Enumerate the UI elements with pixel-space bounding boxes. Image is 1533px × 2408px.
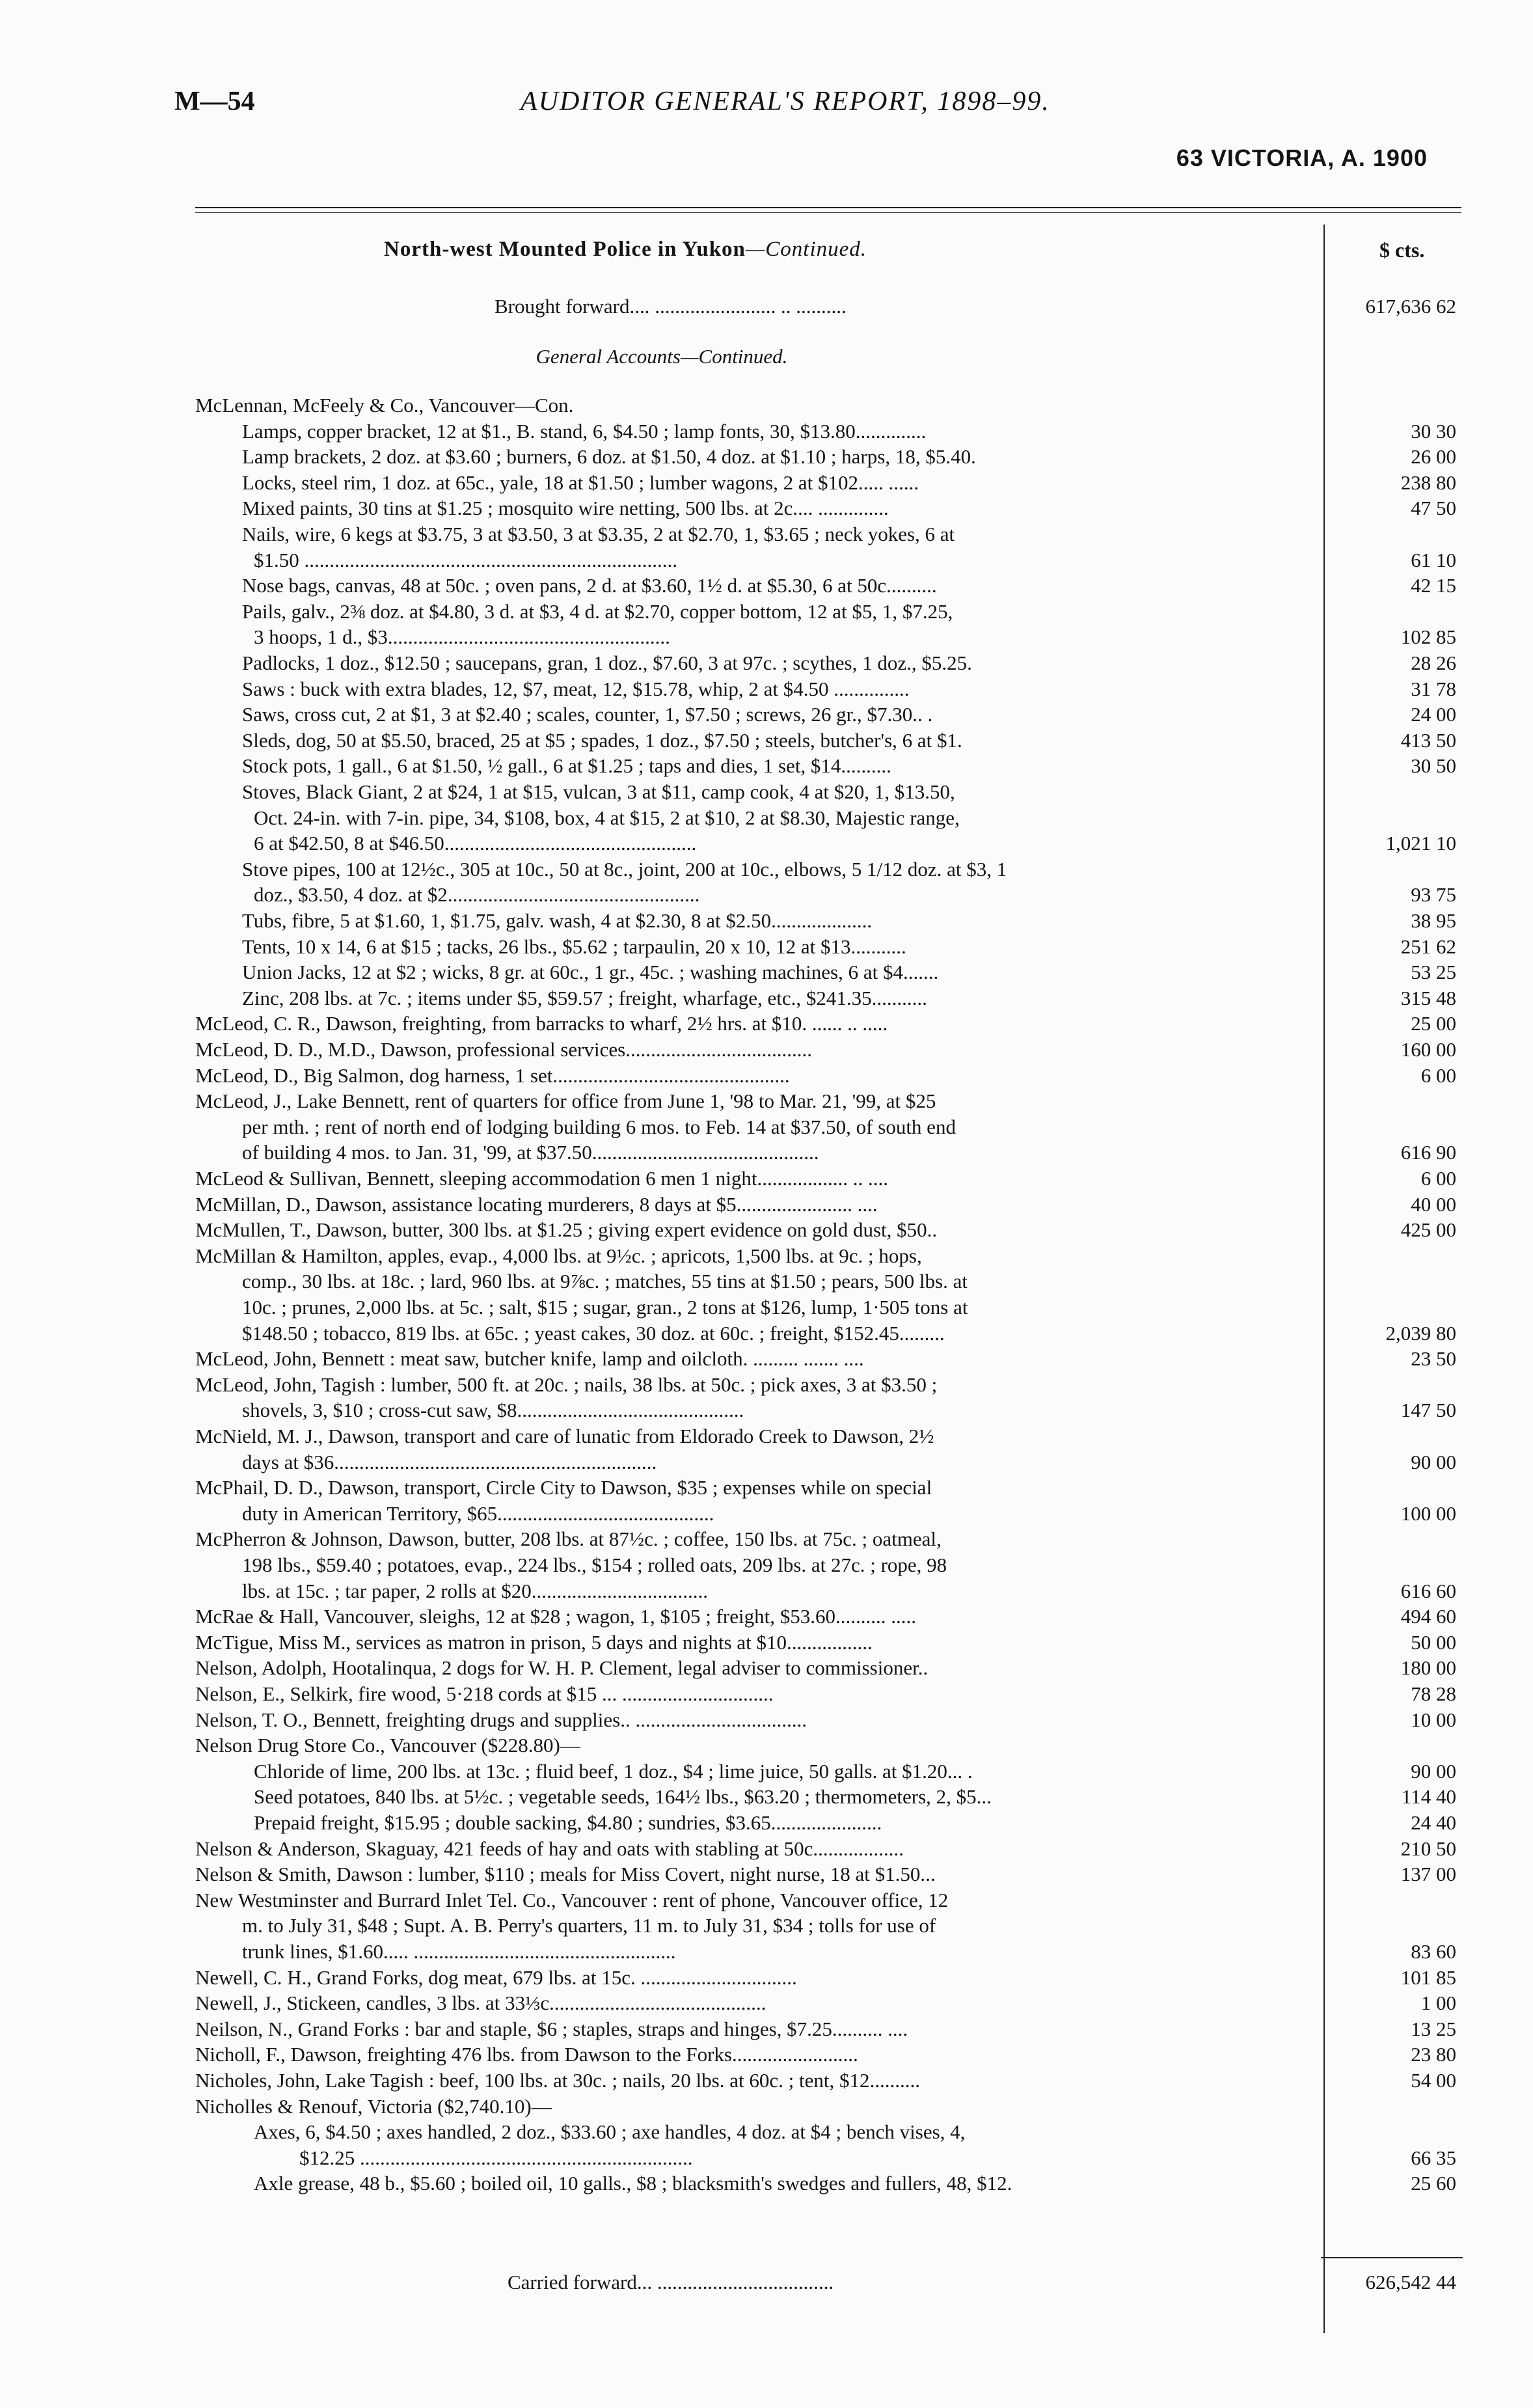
entry-amount: 24 00 [1411,703,1456,726]
entry-line [0,1630,1533,1655]
entry-line [0,1579,1533,1604]
currency-header: $ cts. [1379,238,1425,262]
entry-line [0,882,1533,907]
entry-amount: 180 00 [1400,1656,1456,1679]
entry-amount: 24 40 [1411,1811,1456,1834]
entry-text: McLeod, D. D., M.D., Dawson, professional services..................................... [195,1038,812,1061]
entry-line [0,651,1533,676]
entry-line [0,857,1533,882]
entry-line [0,2120,1533,2144]
entry-text: Lamps, copper bracket, 12 at $1., B. stand, 6, $4.50 ; lamp fonts, 30, $13.80.............. [242,420,927,443]
entry-line [0,1965,1533,1990]
entry-text: 198 lbs., $59.40 ; potatoes, evap., 224 lbs., $154 ; rolled oats, 209 lbs. at 27c. ; rope, 98 [242,1553,947,1576]
entry-line [0,1708,1533,1732]
entry-line [0,1913,1533,1938]
entry-text: $12.25 .................................................................. [299,2146,693,2169]
entry-line [0,573,1533,598]
entry-line [0,1862,1533,1887]
entry-line [0,1450,1533,1475]
entry-text: Axle grease, 48 b., $5.60 ; boiled oil, 10 galls., $8 ; blacksmith's swedges and fullers, 48, $12. [254,2172,1012,2195]
entry-line [0,1682,1533,1706]
entry-line [0,986,1533,1011]
session-label: 63 VICTORIA, A. 1900 [1176,144,1428,171]
entry-text: Nelson, T. O., Bennett, freighting drugs and supplies.. .................................. [195,1708,807,1731]
entry-text: McLeod, J., Lake Bennett, rent of quarters for office from June 1, '98 to Mar. 21, '99, at $25 [195,1089,936,1112]
entry-text: McLeod, John, Tagish : lumber, 500 ft. at 20c. ; nails, 38 lbs. at 50c. ; pick axes, 3 at $3.50 ; [195,1373,938,1396]
entry-line [0,1011,1533,1036]
entry-amount: 238 80 [1400,471,1456,494]
entry-line [0,1991,1533,2016]
entry-amount: 137 00 [1400,1863,1456,1885]
entry-amount: 251 62 [1400,935,1456,958]
brought-forward-row [0,294,1533,319]
entry-text: Tubs, fibre, 5 at $1.60, 1, $1.75, galv. wash, 4 at $2.30, 8 at $2.50.................... [242,909,873,932]
entry-amount: 25 60 [1411,2172,1456,2195]
entry-text: comp., 30 lbs. at 18c. ; lard, 960 lbs. at 9⅞c. ; matches, 55 tins at $1.50 ; pears, 500 lbs. at [242,1270,968,1293]
entry-line [0,1733,1533,1758]
entry-text: Newell, C. H., Grand Forks, dog meat, 679 lbs. at 15c. ............................... [195,1966,797,1989]
entry-text: Nelson, Adolph, Hootalinqua, 2 dogs for W. H. P. Clement, legal adviser to commissioner.. [195,1656,929,1679]
entry-text: of building 4 mos. to Jan. 31, '99, at $37.50............................................. [242,1141,819,1164]
entry-amount: 100 00 [1400,1502,1456,1525]
entry-line [0,1166,1533,1191]
entry-text: McNield, M. J., Dawson, transport and care of lunatic from Eldorado Creek to Dawson, 2½ [195,1425,934,1447]
entry-text: m. to July 31, $48 ; Supt. A. B. Perry's quarters, 11 m. to July 31, $34 ; tolls for use of [242,1914,936,1937]
brought-forward-label: Brought forward.... ........................ .. .......... [495,295,847,318]
carried-forward-row [0,2270,1533,2295]
entry-text: duty in American Territory, $65........................................... [242,1502,714,1525]
entry-amount: 66 35 [1411,2146,1456,2169]
entry-line [0,393,1533,418]
report-title: AUDITOR GENERAL'S REPORT, 1898–99. [521,87,1050,116]
entry-amount: 10 00 [1411,1708,1456,1731]
entry-line [0,1424,1533,1449]
entry-text: Chloride of lime, 200 lbs. at 13c. ; fluid beef, 1 doz., $4 ; lime juice, 50 galls. at $1.20... . [254,1760,973,1783]
entry-line [0,548,1533,573]
entry-line [0,1347,1533,1371]
entry-amount: 23 50 [1411,1347,1456,1370]
entry-text: Seed potatoes, 840 lbs. at 5½c. ; vegetable seeds, 164½ lbs., $63.20 ; thermometers, 2, $5... [254,1785,992,1808]
entry-text: Tents, 10 x 14, 6 at $15 ; tacks, 26 lbs., $5.62 ; tarpaulin, 20 x 10, 12 at $13........... [242,935,906,958]
entry-amount: 83 60 [1411,1940,1456,1963]
entry-line [0,625,1533,650]
general-accounts-subheading: General Accounts—Continued. [536,345,788,368]
entry-amount: 2,039 80 [1385,1322,1456,1345]
entry-text: Sleds, dog, 50 at $5.50, braced, 25 at $5 ; spades, 1 doz., $7.50 ; steels, butcher's, 6 at $1. [242,729,962,752]
entry-line [0,702,1533,727]
entry-line [0,2171,1533,2196]
entry-line [0,2017,1533,2042]
entry-text: Prepaid freight, $15.95 ; double sacking, $4.80 ; sundries, $3.65...................... [254,1811,882,1834]
entry-amount: 1 00 [1420,1991,1456,2014]
entry-line [0,677,1533,702]
entry-amount: 23 80 [1411,2043,1456,2066]
header-rule-thin [195,212,1461,213]
entry-text: Saws : buck with extra blades, 12, $7, meat, 12, $15.78, whip, 2 at $4.50 ............... [242,677,910,700]
entry-text: Saws, cross cut, 2 at $1, 3 at $2.40 ; scales, counter, 1, $7.50 ; screws, 26 gr., $7.30.. . [242,703,933,726]
entry-line [0,1218,1533,1242]
entry-text: McMillan & Hamilton, apples, evap., 4,000 lbs. at 9½c. ; apricots, 1,500 lbs. at 9c. ; hops, [195,1244,922,1267]
entry-line [0,1837,1533,1861]
entry-amount: 101 85 [1400,1966,1456,1989]
entry-line [0,2146,1533,2170]
entry-text: McPhail, D. D., Dawson, transport, Circle City to Dawson, $35 ; expenses while on special [195,1476,932,1499]
entry-text: McLeod, C. R., Dawson, freighting, from barracks to wharf, 2½ hrs. at $10. ...... .. ..... [195,1012,888,1035]
entry-line [0,1604,1533,1629]
entry-line [0,1063,1533,1088]
entry-text: Stoves, Black Giant, 2 at $24, 1 at $15, vulcan, 3 at $11, camp cook, 4 at $20, 1, $13.50, [242,780,955,803]
entry-amount: 90 00 [1411,1451,1456,1473]
entry-text: McRae & Hall, Vancouver, sleighs, 12 at $28 ; wagon, 1, $105 ; freight, $53.60.......... ..... [195,1605,916,1628]
entry-line [0,1269,1533,1294]
entry-line [0,1939,1533,1964]
entry-line [0,2094,1533,2119]
entry-line [0,599,1533,624]
entry-line [0,1811,1533,1835]
entry-text: McLeod & Sullivan, Bennett, sleeping accommodation 6 men 1 night.................. .. .... [195,1167,889,1190]
entry-amount: 494 60 [1400,1605,1456,1628]
entry-text: Neilson, N., Grand Forks : bar and staple, $6 ; staples, straps and hinges, $7.25.......... .... [195,2018,908,2040]
entry-line [0,1140,1533,1165]
entry-amount: 413 50 [1400,729,1456,752]
entry-amount: 78 28 [1411,1682,1456,1705]
entry-line [0,1527,1533,1552]
entry-line [0,1037,1533,1062]
entry-line [0,1475,1533,1500]
entry-line [0,522,1533,547]
entry-line [0,445,1533,469]
entry-text: $148.50 ; tobacco, 819 lbs. at 65c. ; yeast cakes, 30 doz. at 60c. ; freight, $152.45......... [242,1322,945,1345]
entry-text: McLeod, D., Big Salmon, dog harness, 1 set............................................... [195,1064,790,1087]
entry-text: lbs. at 15c. ; tar paper, 2 rolls at $20................................... [242,1580,708,1602]
entry-line [0,960,1533,985]
entry-text: Locks, steel rim, 1 doz. at 65c., yale, 18 at $1.50 ; lumber wagons, 2 at $102..... ...... [242,471,919,494]
entry-text: shovels, 3, $10 ; cross-cut saw, $8............................................. [242,1399,744,1421]
entry-text: Newell, J., Stickeen, candles, 3 lbs. at 33⅓c........................................... [195,1991,766,2014]
entry-line [0,806,1533,830]
total-rule [1321,2257,1463,2258]
entry-text: Nails, wire, 6 kegs at $3.75, 3 at $3.50, 3 at $3.35, 2 at $2.70, 1, $3.65 ; neck yokes, 6 at [242,523,955,545]
entry-line [0,935,1533,959]
entry-amount: 616 60 [1400,1580,1456,1602]
entry-text: Nelson Drug Store Co., Vancouver ($228.80)— [195,1734,580,1757]
entry-amount: 30 30 [1411,420,1456,443]
entry-text: McMullen, T., Dawson, butter, 300 lbs. at $1.25 ; giving expert evidence on gold dust, $50.. [195,1218,938,1241]
entry-text: Stove pipes, 100 at 12½c., 305 at 10c., 50 at 8c., joint, 200 at 10c., elbows, 5 1/12 doz. at $3, 1 [242,858,1007,881]
entry-line [0,471,1533,495]
carried-forward-amount: 626,542 44 [1365,2271,1456,2293]
entry-text: McLeod, John, Bennett : meat saw, butcher knife, lamp and oilcloth. ......... ....... .... [195,1347,864,1370]
entry-text: Stock pots, 1 gall., 6 at $1.50, ½ gall., 6 at $1.25 ; taps and dies, 1 set, $14.......... [242,754,891,777]
section-title [384,238,867,262]
entry-text: McPherron & Johnson, Dawson, butter, 208 lbs. at 87½c. ; coffee, 150 lbs. at 75c. ; oatmeal, [195,1527,942,1550]
entry-amount: 6 00 [1420,1167,1456,1190]
entry-text: Nicholles & Renouf, Victoria ($2,740.10)— [195,2095,552,2118]
entry-line [0,1501,1533,1526]
entry-text: doz., $3.50, 4 doz. at $2.................................................. [254,883,700,906]
page-number: M—54 [174,87,255,116]
entry-amount: 210 50 [1400,1837,1456,1860]
entry-text: Lamp brackets, 2 doz. at $3.60 ; burners, 6 doz. at $1.50, 4 doz. at $1.10 ; harps, 18, $5.40. [242,445,976,468]
entry-text: Padlocks, 1 doz., $12.50 ; saucepans, gran, 1 doz., $7.60, 3 at 97c. ; scythes, 1 doz., $5.25. [242,651,972,674]
entry-amount: 13 25 [1411,2018,1456,2040]
entry-line [0,780,1533,804]
entry-line [0,1888,1533,1913]
entry-amount: 47 50 [1411,497,1456,519]
entry-line [0,2042,1533,2067]
entry-amount: 160 00 [1400,1038,1456,1061]
entry-text: Pails, galv., 2⅜ doz. at $4.80, 3 d. at $3, 4 d. at $2.70, copper bottom, 12 at $5, 1, $7.25, [242,600,953,623]
entry-text: Zinc, 208 lbs. at 7c. ; items under $5, $59.57 ; freight, wharfage, etc., $241.35........... [242,987,927,1009]
brought-forward-amount: 617,636 62 [1365,295,1456,318]
entry-amount: 147 50 [1400,1399,1456,1421]
entry-text: McMillan, D., Dawson, assistance locating murderers, 8 days at $5....................... .... [195,1193,878,1216]
entry-text: days at $36................................................................ [242,1451,657,1473]
entry-text: Nicholl, F., Dawson, freighting 476 lbs. from Dawson to the Forks......................... [195,2043,858,2066]
entry-text: 3 hoops, 1 d., $3........................................................ [254,625,670,648]
entry-amount: 54 00 [1411,2069,1456,2092]
entry-text: Nelson, E., Selkirk, fire wood, 5·218 cords at $15 ... .............................. [195,1682,774,1705]
entry-text: Mixed paints, 30 tins at $1.25 ; mosquito wire netting, 500 lbs. at 2c.... .............. [242,497,889,519]
entry-amount: 50 00 [1411,1631,1456,1654]
entry-amount: 28 26 [1411,651,1456,674]
entry-line [0,909,1533,933]
entry-line [0,1373,1533,1397]
entry-line [0,2068,1533,2093]
entry-amount: 616 90 [1400,1141,1456,1164]
entry-amount: 38 95 [1411,909,1456,932]
entry-line [0,754,1533,778]
entry-text: Oct. 24-in. with 7-in. pipe, 34, $108, box, 4 at $15, 2 at $10, 2 at $8.30, Majestic range, [254,806,960,829]
entry-amount: 26 00 [1411,445,1456,468]
entry-amount: 61 10 [1411,549,1456,571]
entry-amount: 25 00 [1411,1012,1456,1035]
entry-amount: 53 25 [1411,961,1456,983]
entry-amount: 6 00 [1420,1064,1456,1087]
entry-amount: 93 75 [1411,883,1456,906]
entry-amount: 114 40 [1401,1785,1456,1808]
entry-amount: 315 48 [1400,987,1456,1009]
entry-amount: 30 50 [1411,754,1456,777]
header-rule [195,207,1461,208]
section-title-text: North-west Mounted Police in Yukon [384,238,746,261]
entry-text: 10c. ; prunes, 2,000 lbs. at 5c. ; salt, $15 ; sugar, gran., 2 tons at $126, lump, 1·505 tons at [242,1296,968,1319]
entry-text: McLennan, McFeely & Co., Vancouver—Con. [195,394,574,417]
entry-amount: 42 15 [1411,574,1456,597]
section-title-suffix: —Continued. [745,238,867,261]
entry-text: New Westminster and Burrard Inlet Tel. Co., Vancouver : rent of phone, Vancouver office, 12 [195,1889,949,1911]
entry-amount: 102 85 [1400,625,1456,648]
entry-text: 6 at $42.50, 8 at $46.50.................................................. [254,832,697,855]
entry-line [0,496,1533,521]
entry-text: trunk lines, $1.60..... .................................................... [242,1940,676,1963]
entry-line [0,1656,1533,1680]
entry-line [0,1089,1533,1114]
entry-text: Nicholes, John, Lake Tagish : beef, 100 lbs. at 30c. ; nails, 20 lbs. at 60c. ; tent, $12.......... [195,2069,920,2092]
entry-line [0,1785,1533,1809]
entry-text: Nelson & Smith, Dawson : lumber, $110 ; meals for Miss Covert, night nurse, 18 at $1.50... [195,1863,936,1885]
entry-line [0,1321,1533,1346]
entry-line [0,1295,1533,1320]
carried-forward-label: Carried forward... ................................... [508,2271,834,2293]
entry-amount: 90 00 [1411,1760,1456,1783]
entry-text: Nelson & Anderson, Skaguay, 421 feeds of hay and oats with stabling at 50c.................. [195,1837,904,1860]
entry-text: McTigue, Miss M., services as matron in prison, 5 days and nights at $10................. [195,1631,873,1654]
entry-text: per mth. ; rent of north end of lodging building 6 mos. to Feb. 14 at $37.50, of south end [242,1115,956,1138]
entry-line [0,1192,1533,1217]
entry-text: Union Jacks, 12 at $2 ; wicks, 8 gr. at 60c., 1 gr., 45c. ; washing machines, 6 at $4....... [242,961,939,983]
entry-line [0,419,1533,444]
entry-line [0,831,1533,856]
entry-amount: 425 00 [1400,1218,1456,1241]
entry-line [0,728,1533,753]
entry-amount: 40 00 [1411,1193,1456,1216]
entry-line [0,1398,1533,1423]
entry-line [0,1244,1533,1268]
entry-amount: 31 78 [1411,677,1456,700]
entry-amount: 1,021 10 [1385,832,1456,855]
entry-line [0,1553,1533,1578]
entry-line [0,1759,1533,1784]
entry-text: Nose bags, canvas, 48 at 50c. ; oven pans, 2 d. at $3.60, 1½ d. at $5.30, 6 at 50c.......... [242,574,937,597]
entry-text: $1.50 .......................................................................... [254,549,677,571]
entry-text: Axes, 6, $4.50 ; axes handled, 2 doz., $33.60 ; axe handles, 4 doz. at $4 ; bench vises, 4, [254,2120,966,2143]
entry-line [0,1115,1533,1140]
